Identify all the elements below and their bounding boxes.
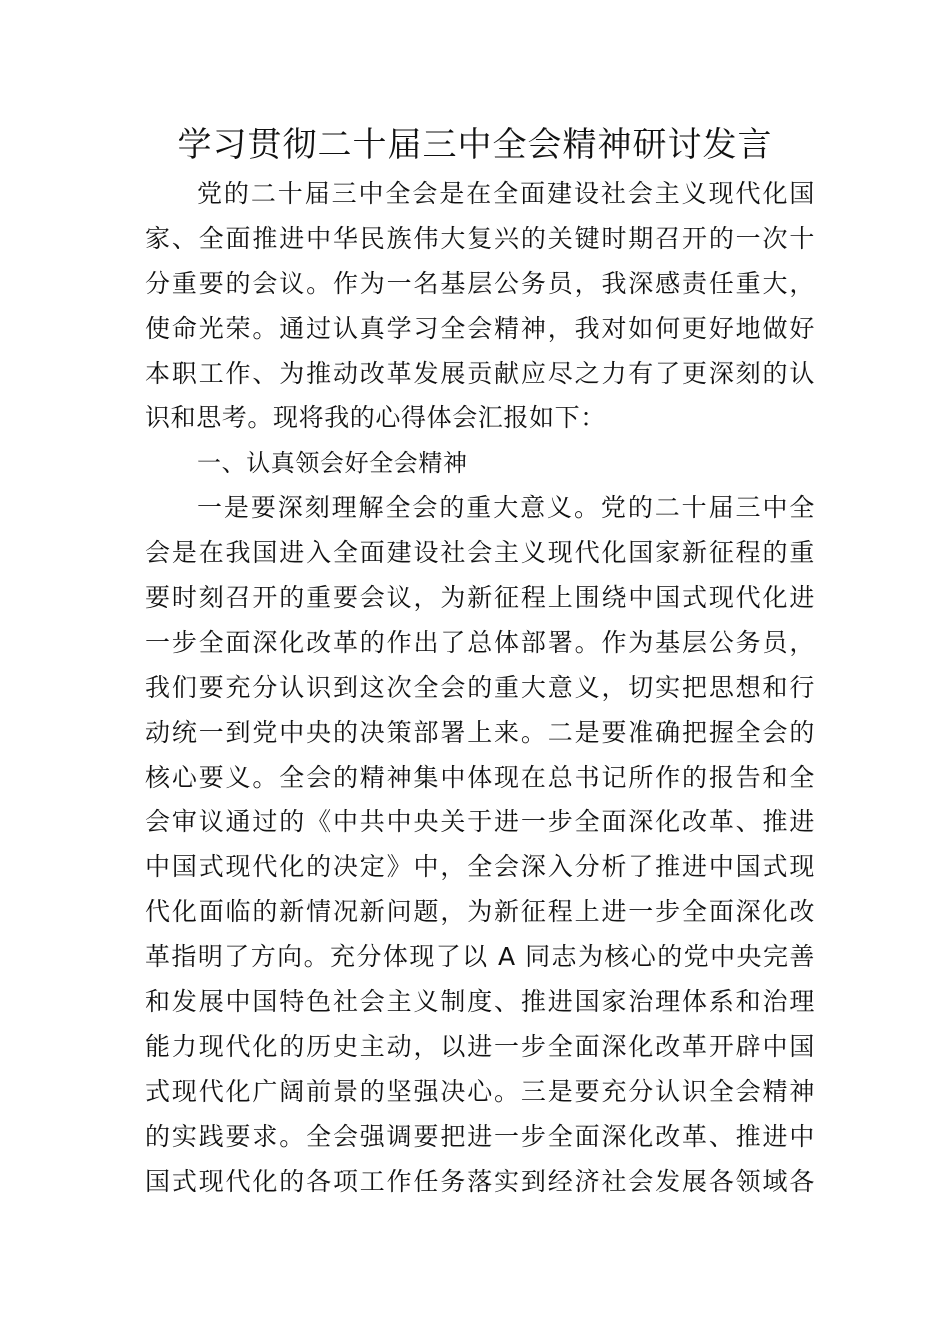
paragraph-line: 国式现代化的各项工作任务落实到经济社会发展各领域各: [145, 1166, 815, 1196]
paragraph-line: 和发展中国特色社会主义制度、推进国家治理体系和治理: [145, 987, 815, 1017]
paragraph-line: 本职工作、为推动改革发展贡献应尽之力有了更深刻的认: [145, 358, 815, 388]
paragraph-line: 会是在我国进入全面建设社会主义现代化国家新征程的重: [145, 538, 815, 568]
document-body: [145, 172, 815, 1204]
paragraph-line: 一步全面深化改革的作出了总体部署。作为基层公务员，: [145, 627, 815, 657]
paragraph-line: 会审议通过的《中共中央关于进一步全面深化改革、推进: [145, 807, 815, 837]
paragraph-line: 分重要的会议。作为一名基层公务员，我深感责任重大，: [145, 268, 815, 298]
paragraph-line: 识和思考。现将我的心得体会汇报如下：: [145, 403, 606, 433]
paragraph-line: 一是要深刻理解全会的重大意义。党的二十届三中全: [197, 493, 815, 523]
paragraph-line: 核心要义。全会的精神集中体现在总书记所作的报告和全: [145, 762, 815, 792]
paragraph-line: 中国式现代化的决定》中，全会深入分析了推进中国式现: [145, 852, 815, 882]
paragraph-line: 代化面临的新情况新问题，为新征程上进一步全面深化改: [145, 897, 815, 927]
paragraph-line: 要时刻召开的重要会议，为新征程上围绕中国式现代化进: [145, 583, 815, 613]
paragraph-line: 的实践要求。全会强调要把进一步全面深化改革、推进中: [145, 1121, 815, 1151]
paragraph-line: 党的二十届三中全会是在全面建设社会主义现代化国: [197, 179, 815, 208]
paragraph-line: 能力现代化的历史主动，以进一步全面深化改革开辟中国: [145, 1031, 815, 1061]
paragraph-line: 家、全面推进中华民族伟大复兴的关键时期召开的一次十: [145, 223, 815, 253]
paragraph-line: 使命光荣。通过认真学习全会精神，我对如何更好地做好: [145, 313, 815, 343]
paragraph-line: 式现代化广阔前景的坚强决心。三是要充分认识全会精神: [145, 1076, 815, 1106]
paragraph-line: 革指明了方向。充分体现了以 A 同志为核心的党中央完善: [145, 942, 815, 972]
paragraph-line: 动统一到党中央的决策部署上来。二是要准确把握全会的: [145, 717, 815, 747]
paragraph-line: 我们要充分认识到这次全会的重大意义，切实把思想和行: [145, 672, 815, 702]
document-title: 学习贯彻二十届三中全会精神研讨发言: [177, 125, 773, 165]
section-heading: 一、认真领会好全会精神: [197, 449, 468, 478]
